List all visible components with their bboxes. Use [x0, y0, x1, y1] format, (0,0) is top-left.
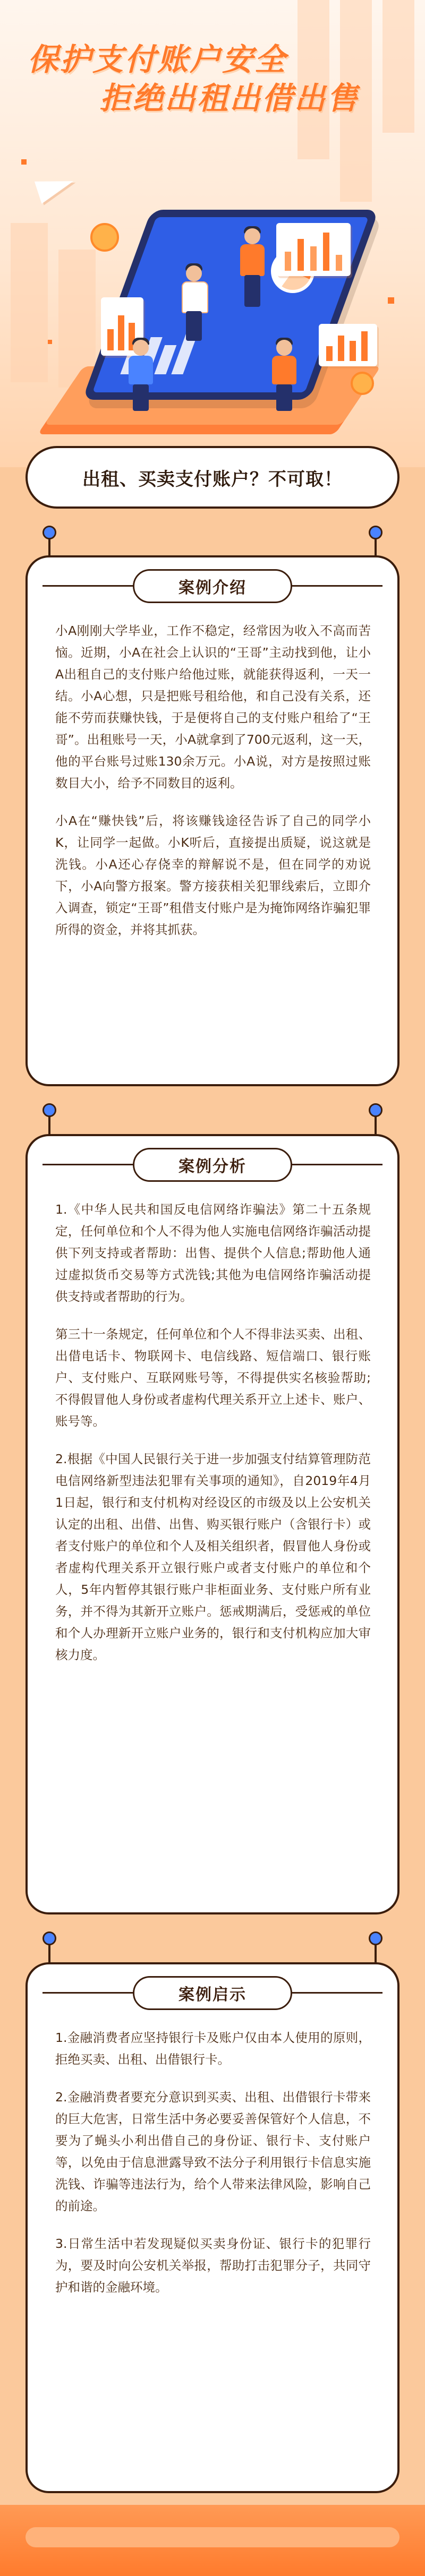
decor-square — [388, 297, 394, 304]
coin-icon — [351, 372, 374, 395]
card-heading — [133, 1148, 292, 1182]
bar-chart-icon — [319, 324, 377, 366]
case-intro-card — [26, 555, 400, 1086]
case-lessons-card — [26, 1962, 400, 2493]
hero-title-line1: 保护支付账户安全 — [28, 41, 287, 78]
pin-connector — [369, 1931, 382, 1945]
paragraph: 1.金融消费者应坚持银行卡及账户仅由本人使用的原则，拒绝买卖、出租、出借银行卡。 — [55, 2030, 371, 2067]
paragraph: 小A刚刚大学毕业，工作不稳定，经常因为收入不高而苦恼。近期，小A在社会上认识的“王哥”主动找到他，让小A出租自己的支付账户给他过账，就能获得返利，一天一结。小A心想，只是把账号租给他，和自己没有关系，还能不劳而获赚快钱，于是便将自己的支付账户租给了“王哥”。出租账号一天，小A就拿到了700元返利，这一天，他的平台账号过账130余万元。小A说，对方是按照过账数目大小，给予不同数目的返利。 — [55, 623, 371, 791]
decor-square — [48, 340, 52, 344]
decor-square — [21, 159, 27, 165]
paragraph: 2.金融消费者要充分意识到买卖、出租、出借银行卡带来的巨大危害，日常生活中务必要妥善保管好个人信息，不要为了蝇头小利出借自己的身份证、银行卡、支付账户等，以免由于信息泄露导致不法分子利用银行卡信息实施洗钱、诈骗等违法行为，给个人带来法律风险，影响自己的前途。 — [55, 2090, 371, 2213]
pin-connector — [42, 1103, 56, 1117]
card-heading — [133, 1976, 292, 2010]
paragraph: 3.日常生活中若发现疑似买卖身份证、银行卡的犯罪行为，要及时向公安机关举报，帮助打击犯罪分子，共同守护和谐的金融环境。 — [55, 2236, 371, 2295]
pin-connector — [42, 526, 56, 539]
card-body — [55, 2027, 371, 2314]
card-body — [55, 620, 371, 957]
card-title: 案例介绍 — [178, 579, 246, 597]
card-heading — [133, 569, 292, 603]
card-body — [55, 1199, 371, 1682]
slogan-text: 出租、买卖支付账户？不可取！ — [82, 468, 343, 490]
bar-chart-icon — [276, 223, 351, 276]
coin-icon — [90, 223, 119, 252]
pin-connector — [369, 1103, 382, 1117]
hero-banner — [0, 0, 425, 467]
hero-title-line2: 拒绝出租出借出售 — [100, 80, 360, 116]
card-title: 案例启示 — [178, 1986, 246, 2004]
paragraph: 第三十一条规定，任何单位和个人不得非法买卖、出租、出借电话卡、物联网卡、电信线路、短信端口、银行账户、支付账户、互联网账号等，不得提供实名核验帮助;不得假冒他人身份或者虚构代理关系开立上述卡、账户、账号等。 — [55, 1327, 371, 1429]
hero-title — [28, 40, 359, 117]
bg-bar — [382, 0, 414, 133]
case-analysis-card — [26, 1134, 400, 1914]
pin-connector — [369, 526, 382, 539]
pin-connector — [42, 1931, 56, 1945]
paragraph: 小A在“赚快钱”后，将该赚钱途径告诉了自己的同学小K，让同学一起做。小K听后，直接提出质疑，说这就是洗钱。小A还心存侥幸的辩解说不是，但在同学的劝说下，小A向警方报案。警方接获相关犯罪线索后，立即介入调查，锁定“王哥”租借支付账户是为掩饰网络诈骗犯罪所得的资金，并将其抓获。 — [55, 813, 371, 937]
paragraph: 1.《中华人民共和国反电信网络诈骗法》第二十五条规定，任何单位和个人不得为他人实施电信网络诈骗活动提供下列支持或者帮助：出售、提供个人信息;帮助他人通过虚拟货币交易等方式洗钱;其他为电信网络诈骗活动提供支持或者帮助的行为。 — [55, 1202, 371, 1304]
footer-strip — [26, 2527, 400, 2547]
bg-bar — [11, 223, 48, 382]
paragraph: 2.根据《中国人民银行关于进一步加强支付结算管理防范电信网络新型违法犯罪有关事项的通知》，自2019年4月1日起，银行和支付机构对经设区的市级及以上公安机关认定的出租、出借、出售、购买银行账户（含银行卡）或者支付账户的单位和个人及相关组织者，假冒他人身份或者虚构代理关系开立银行账户或者支付账户的单位和个人，5年内暂停其银行账户非柜面业务、支付账户所有业务，并不得为其新开立账户。惩戒期满后，受惩戒的单位和个人办理新开立账户业务的，银行和支付机构应加大审核力度。 — [55, 1452, 371, 1662]
paper-plane-icon — [35, 170, 77, 203]
slogan-card — [26, 446, 400, 509]
card-title: 案例分析 — [178, 1157, 246, 1176]
